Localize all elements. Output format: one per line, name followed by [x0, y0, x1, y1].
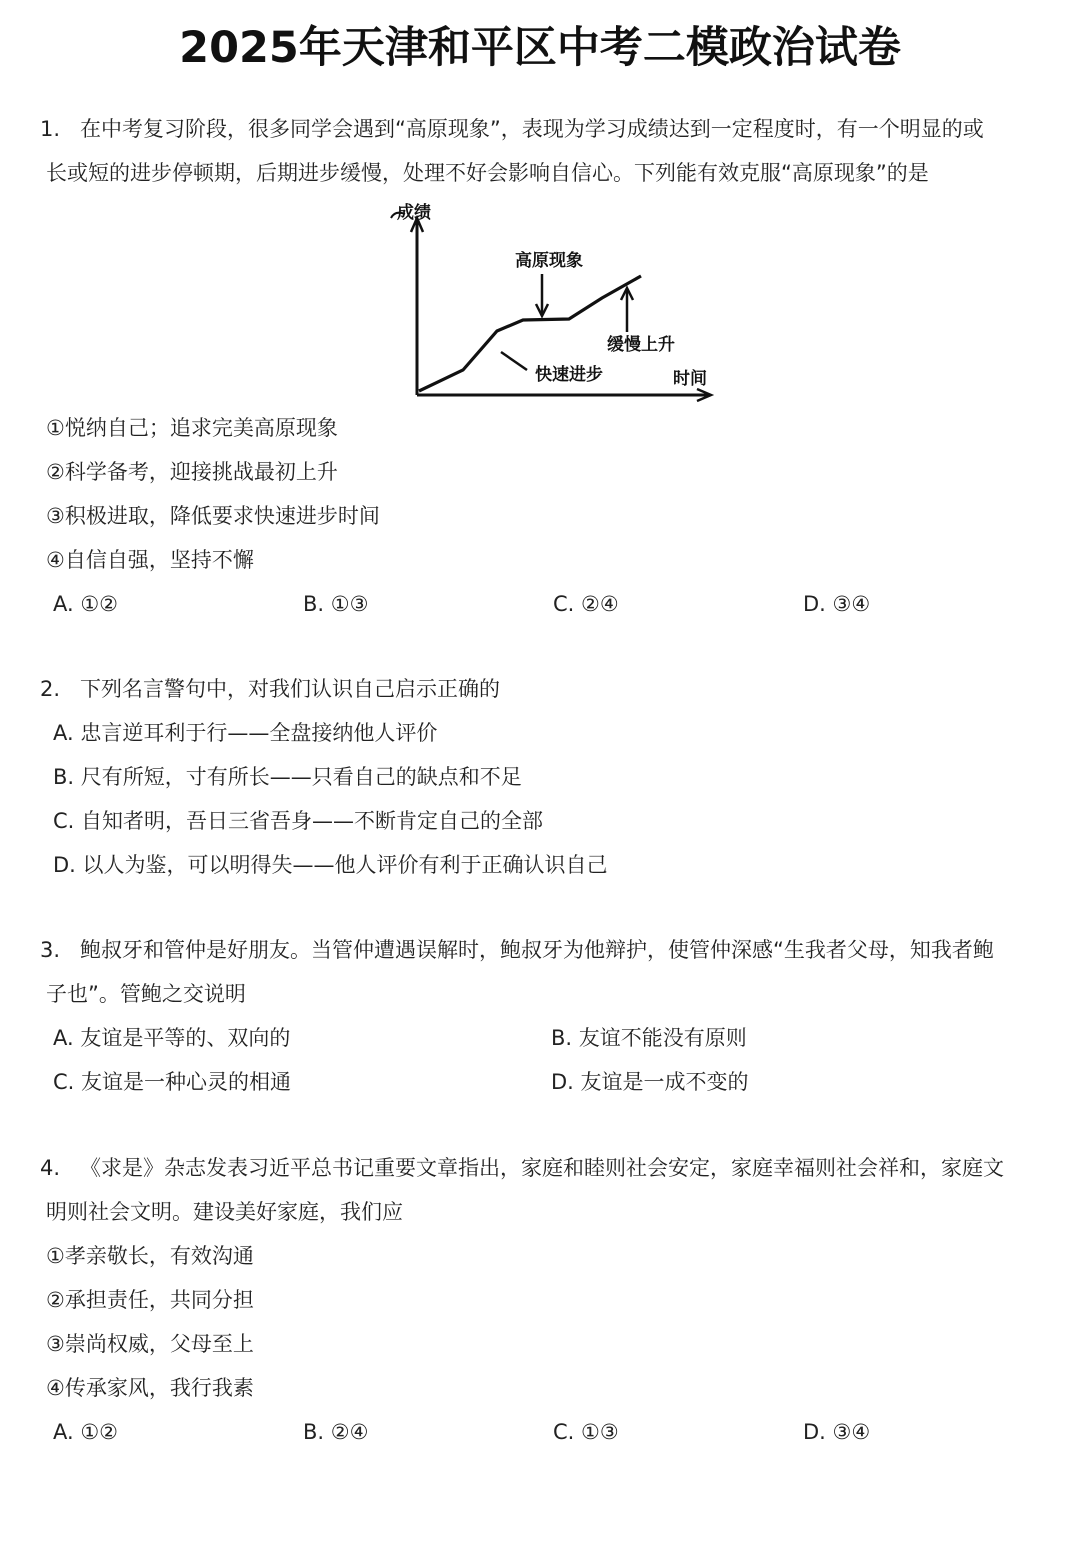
question-2: [0, 667, 1080, 887]
question-number: 2.: [40, 677, 61, 701]
question-1-items: [0, 406, 1080, 626]
list-item: ④传承家风，我行我素: [46, 1376, 254, 1400]
stem-text-cont: 明则社会文明。建设美好家庭，我们应: [46, 1200, 403, 1224]
list-item: ②科学备考，迎接挑战最初上升: [46, 460, 338, 484]
question-1-stem: [0, 107, 1080, 151]
list-item: ③崇尚权威，父母至上: [46, 1332, 254, 1356]
question-number: 1.: [40, 117, 61, 141]
fast-progress-label: 快速进步: [535, 365, 603, 385]
list-item: ④自信自强，坚持不懈: [46, 548, 254, 572]
option-c[interactable]: C. 自知者明，吾日三省吾身——不断肯定自己的全部: [53, 809, 544, 833]
option-d[interactable]: D. 友谊是一成不变的: [551, 1070, 749, 1094]
option-c[interactable]: C. ①③: [553, 1420, 619, 1444]
y-axis-label: 成绩: [397, 203, 431, 223]
question-3: [0, 928, 1080, 1104]
list-item: ①孝亲敬长，有效沟通: [46, 1244, 254, 1268]
answer-options-row-2: [0, 1060, 1080, 1104]
plateau-label: 高原现象: [515, 251, 583, 271]
stem-text: 《求是》杂志发表习近平总书记重要文章指出，家庭和睦则社会安定，家庭幸福则社会祥和，家庭文: [80, 1156, 1004, 1180]
stem-text: 在中考复习阶段，很多同学会遇到“高原现象”，表现为学习成绩达到一定程度时，有一个明显的或: [80, 117, 984, 141]
list-item: ①悦纳自己；追求完美高原现象: [46, 416, 338, 440]
learning-curve: [419, 276, 641, 391]
question-number: 4.: [40, 1156, 61, 1180]
question-4: [0, 1146, 1080, 1454]
option-b[interactable]: B. 尺有所短，寸有所长——只看自己的缺点和不足: [53, 765, 522, 789]
option-a[interactable]: A. 友谊是平等的、双向的: [53, 1026, 291, 1050]
stem-text-cont: 子也”。管鲍之交说明: [46, 982, 246, 1006]
option-b[interactable]: B. 友谊不能没有原则: [551, 1026, 747, 1050]
option-b[interactable]: B. ①③: [303, 592, 369, 616]
question-1: [0, 107, 1080, 195]
learning-curve-chart: [385, 198, 720, 406]
option-a[interactable]: A. ①②: [53, 1420, 118, 1444]
fast-progress-pointer: [501, 352, 527, 370]
option-d[interactable]: D. 以人为鉴，可以明得失——他人评价有利于正确认识自己: [53, 853, 608, 877]
option-a[interactable]: A. ①②: [53, 592, 118, 616]
page-title: 2025年天津和平区中考二模政治试卷: [179, 23, 901, 73]
answer-options: [0, 582, 1080, 626]
option-d[interactable]: D. ③④: [803, 592, 871, 616]
stem-text: 鲍叔牙和管仲是好朋友。当管仲遭遇误解时，鲍叔牙为他辩护，使管仲深感“生我者父母，知我者鲍: [80, 938, 994, 962]
answer-options: [0, 1410, 1080, 1454]
x-axis-label: 时间: [673, 369, 707, 389]
stem-text-cont: 长或短的进步停顿期，后期进步缓慢，处理不好会影响自信心。下列能有效克服“高原现象”的是: [46, 161, 929, 185]
option-c[interactable]: C. 友谊是一种心灵的相通: [53, 1070, 292, 1094]
list-item: ③积极进取，降低要求快速进步时间: [46, 504, 380, 528]
question-2-stem: [0, 667, 1080, 711]
question-number: 3.: [40, 938, 61, 962]
stem-text: 下列名言警句中，对我们认识自己启示正确的: [80, 677, 500, 701]
slow-rise-label: 缓慢上升: [607, 335, 675, 355]
option-c[interactable]: C. ②④: [553, 592, 619, 616]
option-a[interactable]: A. 忠言逆耳利于行——全盘接纳他人评价: [53, 721, 438, 745]
question-3-stem: [0, 928, 1080, 972]
option-b[interactable]: B. ②④: [303, 1420, 369, 1444]
question-4-stem: [0, 1146, 1080, 1190]
answer-options-row-1: [0, 1016, 1080, 1060]
option-d[interactable]: D. ③④: [803, 1420, 871, 1444]
list-item: ②承担责任，共同分担: [46, 1288, 254, 1312]
